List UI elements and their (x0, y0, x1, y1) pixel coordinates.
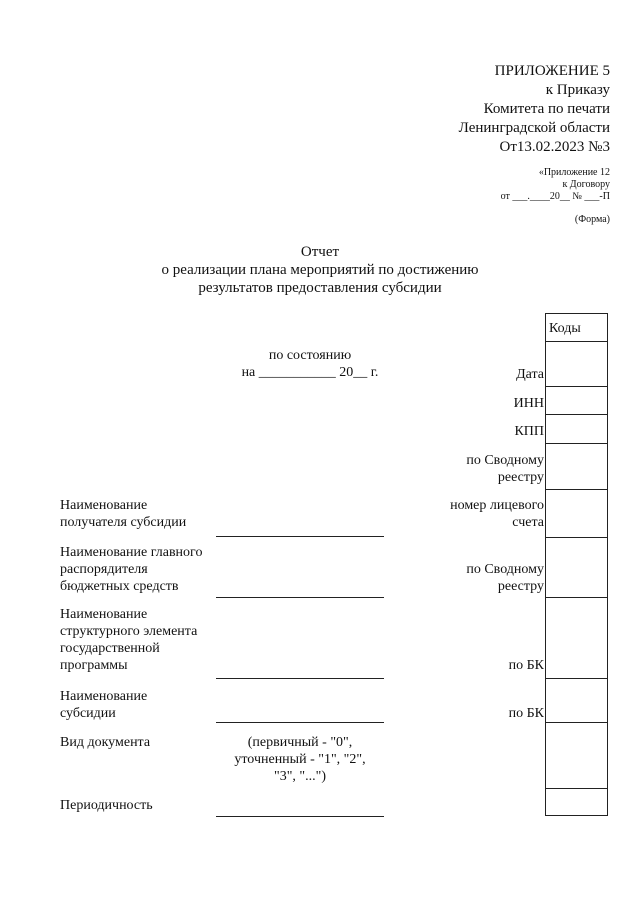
field-structural-element-label (60, 606, 197, 674)
code-label-account (450, 497, 544, 531)
codes-divider (545, 537, 608, 538)
status-line-2: на ___________ 20__ г. (241, 365, 379, 380)
code-label-date: Дата (516, 367, 544, 382)
field-doctype-label: Вид документа (60, 735, 151, 750)
code-label-svod-registry-1 (466, 452, 544, 486)
appendix-header (459, 62, 610, 157)
codes-divider (545, 597, 608, 598)
field-text: получателя субсидии (60, 515, 187, 530)
appendix-date-number: От13.02.2023 №3 (499, 139, 610, 155)
codes-divider (545, 788, 608, 789)
field-periodicity-label: Периодичность (60, 798, 153, 813)
appendix-region: Ленинградской области (458, 120, 610, 136)
code-label-kpp: КПП (514, 424, 544, 439)
report-title (0, 243, 640, 297)
code-label-inn: ИНН (513, 396, 544, 411)
title-line-3: результатов предоставления субсидии (198, 280, 442, 296)
code-label-svod-registry-2 (466, 561, 544, 595)
doctype-note (216, 734, 384, 785)
contract-note (501, 167, 610, 203)
note-from-line: от ___.____20__ № ___-П (500, 191, 610, 202)
note-to-contract: к Договору (562, 179, 610, 190)
code-label-bk-1: по БК (508, 658, 544, 673)
field-recipient-label (60, 497, 186, 531)
structural-element-line[interactable] (216, 678, 384, 679)
code-label-account-a: номер лицевого (450, 498, 544, 513)
appendix-to-order: к Приказу (545, 82, 610, 98)
codes-divider (545, 489, 608, 490)
code-label-svod1-a: по Сводному (466, 453, 544, 468)
codes-divider (545, 414, 608, 415)
code-label-bk-2: по БК (508, 706, 544, 721)
recipient-name-line[interactable] (216, 536, 384, 537)
code-label-svod2-a: по Сводному (466, 562, 544, 577)
field-text: Наименование (60, 689, 148, 704)
field-text: структурного элемента (60, 624, 198, 639)
subsidy-line[interactable] (216, 722, 384, 723)
codes-table (545, 313, 608, 816)
status-line-1: по состоянию (268, 348, 352, 363)
codes-divider (545, 341, 608, 342)
codes-divider (545, 678, 608, 679)
code-label-account-b: счета (512, 515, 544, 530)
codes-divider (545, 386, 608, 387)
field-text: распорядителя (60, 562, 148, 577)
appendix-number: ПРИЛОЖЕНИЕ 5 (494, 63, 610, 79)
appendix-committee: Комитета по печати (483, 101, 610, 117)
periodicity-line[interactable] (216, 816, 384, 817)
title-line-1: Отчет (300, 244, 340, 260)
field-subsidy-label (60, 688, 147, 722)
code-label-svod2-b: реестру (497, 579, 544, 594)
codes-header: Коды (549, 321, 581, 336)
main-manager-line[interactable] (216, 597, 384, 598)
field-text: Наименование (60, 498, 148, 513)
codes-divider (545, 722, 608, 723)
codes-divider (545, 443, 608, 444)
code-label-svod1-b: реестру (497, 470, 544, 485)
field-main-manager-label (60, 544, 202, 595)
field-text: субсидии (60, 706, 116, 721)
field-text: программы (60, 658, 128, 673)
field-text: "3", "...") (273, 769, 327, 784)
field-text: государственной (60, 641, 160, 656)
field-text: (первичный - "0", (247, 735, 353, 750)
field-text: уточненный - "1", "2", (234, 752, 366, 767)
field-text: Наименование главного (60, 545, 203, 560)
title-line-2: о реализации плана мероприятий по достижению (161, 262, 479, 278)
note-appendix12: «Приложение 12 (538, 167, 610, 178)
form-label: (Форма) (574, 214, 610, 225)
status-block (200, 347, 420, 381)
field-text: бюджетных средств (60, 579, 179, 594)
field-text: Наименование (60, 607, 148, 622)
